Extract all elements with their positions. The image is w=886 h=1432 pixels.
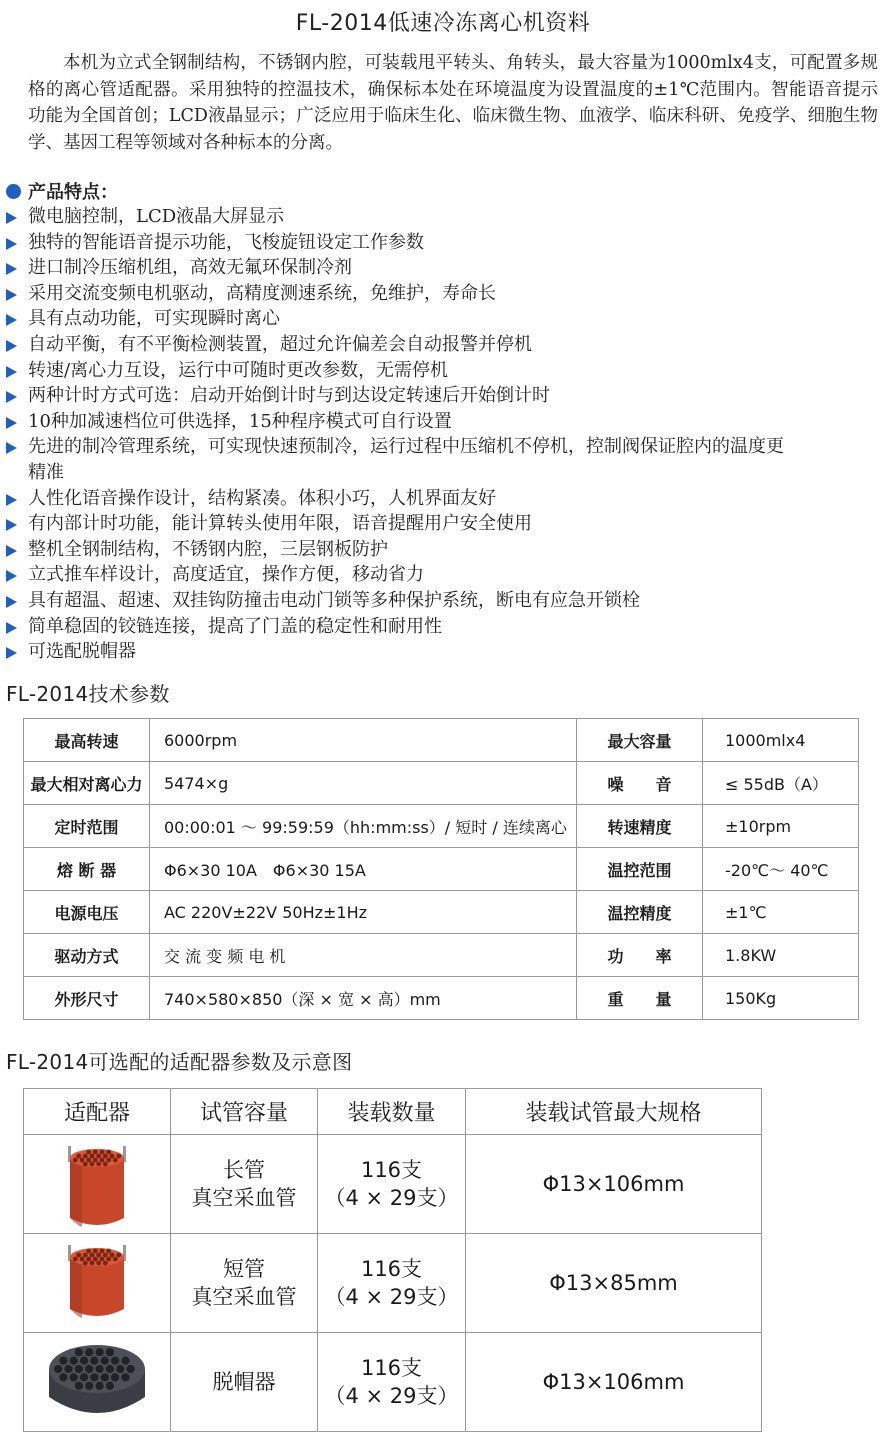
spec-value: 740×580×850（深 × 宽 × 高）mm xyxy=(150,977,577,1020)
adapter-row xyxy=(24,1234,762,1333)
feature-item xyxy=(6,588,796,614)
feature-item xyxy=(6,537,796,563)
capacity-line: 脱帽器 xyxy=(212,1370,276,1394)
feature-text: 转速/离心力互设，运行中可随时更改参数，无需停机 xyxy=(28,359,449,381)
feature-item xyxy=(6,230,796,256)
quantity-line: （4 × 29支） xyxy=(324,1186,459,1210)
feature-item xyxy=(6,281,796,307)
adapter-spec-cell: Φ13×106mm xyxy=(466,1135,762,1234)
quantity-line: （4 × 29支） xyxy=(324,1384,459,1408)
spec-row xyxy=(24,891,859,934)
adapter-row xyxy=(24,1333,762,1432)
gray-decapper-adapter-image xyxy=(25,1341,169,1423)
spec-label: 温控范围 xyxy=(577,848,703,891)
adapter-capacity-cell xyxy=(171,1333,318,1432)
features-heading xyxy=(6,178,118,204)
feature-text: 有内部计时功能，能计算转头使用年限，语音提醒用户安全使用 xyxy=(28,513,532,535)
adapter-capacity-cell xyxy=(171,1135,318,1234)
red-long-tube-adapter-image xyxy=(25,1140,169,1228)
feature-text: 具有点动功能，可实现瞬时离心 xyxy=(28,308,280,330)
adapter-header-cell: 装载试管最大规格 xyxy=(466,1089,762,1135)
adapter-image-cell xyxy=(24,1234,171,1333)
spec-label: 定时范围 xyxy=(24,805,150,848)
red-short-tube-adapter-image xyxy=(25,1239,169,1327)
feature-text: 自动平衡，有不平衡检测装置，超过允许偏差会自动报警并停机 xyxy=(28,333,532,355)
capacity-line: 短管 xyxy=(223,1257,265,1281)
feature-text: 独特的智能语音提示功能，飞梭旋钮设定工作参数 xyxy=(28,231,424,253)
quantity-line: 116支 xyxy=(360,1257,423,1281)
feature-item xyxy=(6,511,796,537)
quantity-line: （4 × 29支） xyxy=(324,1285,459,1309)
feature-item xyxy=(6,255,796,281)
adapter-quantity-cell xyxy=(318,1135,466,1234)
spec-value: 150Kg xyxy=(703,977,859,1020)
spec-value: ±10rpm xyxy=(703,805,859,848)
triangle-bullet-icon xyxy=(6,442,17,454)
spec-row xyxy=(24,977,859,1020)
spec-label: 最高转速 xyxy=(24,719,150,762)
spec-value: Φ6×30 10A Φ6×30 15A xyxy=(150,848,577,891)
adapter-header-cell: 装载数量 xyxy=(318,1089,466,1135)
feature-item xyxy=(6,562,796,588)
spec-label: 电源电压 xyxy=(24,891,150,934)
adapter-quantity-cell xyxy=(318,1333,466,1432)
adapter-header-cell: 适配器 xyxy=(24,1089,171,1135)
triangle-bullet-icon xyxy=(6,391,17,403)
feature-item xyxy=(6,486,796,512)
bullet-dot-icon xyxy=(6,184,21,199)
triangle-bullet-icon xyxy=(6,417,17,429)
spec-value: 00:00:01 ～ 99:59:59（hh:mm:ss）/ 短时 / 连续离心 xyxy=(150,805,577,848)
triangle-bullet-icon xyxy=(6,238,17,250)
intro-paragraph xyxy=(28,50,878,156)
feature-text: 先进的制冷管理系统，可实现快速预制冷，运行过程中压缩机不停机，控制阀保证腔内的温度更精准 xyxy=(28,436,784,483)
triangle-bullet-icon xyxy=(6,340,17,352)
feature-text: 可选配脱帽器 xyxy=(28,641,136,663)
feature-text: 采用交流变频电机驱动，高精度测速系统，免维护，寿命长 xyxy=(28,282,496,304)
spec-value: 1000mlx4 xyxy=(703,719,859,762)
triangle-bullet-icon xyxy=(6,366,17,378)
capacity-line: 真空采血管 xyxy=(191,1186,297,1210)
triangle-bullet-icon xyxy=(6,622,17,634)
adapter-capacity-cell xyxy=(171,1234,318,1333)
spec-label: 噪 音 xyxy=(577,762,703,805)
page-title: FL-2014低速冷冻离心机资料 xyxy=(295,11,591,36)
adapter-table xyxy=(23,1088,762,1432)
adapter-header-cell: 试管容量 xyxy=(171,1089,318,1135)
spec-row xyxy=(24,934,859,977)
spec-label: 转速精度 xyxy=(577,805,703,848)
adapter-image-cell xyxy=(24,1135,171,1234)
triangle-bullet-icon xyxy=(6,519,17,531)
features-list xyxy=(6,204,796,665)
spec-label: 最大相对离心力 xyxy=(24,762,150,805)
adapter-spec-cell: Φ13×85mm xyxy=(466,1234,762,1333)
feature-text: 整机全钢制结构，不锈钢内腔，三层钢板防护 xyxy=(28,538,388,560)
feature-text: 微电脑控制，LCD液晶大屏显示 xyxy=(28,206,285,227)
spec-row xyxy=(24,805,859,848)
adapter-image-cell xyxy=(24,1333,171,1432)
feature-text: 两种计时方式可选：启动开始倒计时与到达设定转速后开始倒计时 xyxy=(28,385,550,407)
feature-text: 10种加减速档位可供选择，15种程序模式可自行设置 xyxy=(28,410,452,432)
triangle-bullet-icon xyxy=(6,570,17,582)
spec-row xyxy=(24,848,859,891)
spec-section-title: FL-2014技术参数 xyxy=(6,682,170,706)
features-heading-text: 产品特点： xyxy=(28,182,118,203)
feature-text: 立式推车样设计，高度适宜，操作方便，移动省力 xyxy=(28,564,424,586)
triangle-bullet-icon xyxy=(6,494,17,506)
spec-label: 驱动方式 xyxy=(24,934,150,977)
adapter-spec-cell: Φ13×106mm xyxy=(466,1333,762,1432)
feature-text: 人性化语音操作设计，结构紧凑。体积小巧，人机界面友好 xyxy=(28,487,496,509)
spec-table xyxy=(23,718,859,1020)
feature-text: 具有超温、超速、双挂钩防撞击电动门锁等多种保护系统，断电有应急开锁栓 xyxy=(28,589,640,611)
spec-label: 最大容量 xyxy=(577,719,703,762)
triangle-bullet-icon xyxy=(6,212,17,224)
capacity-line: 长管 xyxy=(223,1158,265,1182)
spec-row xyxy=(24,762,859,805)
feature-text: 进口制冷压缩机组，高效无氟环保制冷剂 xyxy=(28,257,352,279)
capacity-line: 真空采血管 xyxy=(191,1285,297,1309)
feature-item xyxy=(6,383,796,409)
triangle-bullet-icon xyxy=(6,289,17,301)
triangle-bullet-icon xyxy=(6,596,17,608)
feature-item xyxy=(6,332,796,358)
spec-value: 6000rpm xyxy=(150,719,577,762)
adapter-section-title: FL-2014可选配的适配器参数及示意图 xyxy=(6,1050,353,1074)
quantity-line: 116支 xyxy=(360,1158,423,1182)
spec-value: 交 流 变 频 电 机 xyxy=(150,934,577,977)
adapter-quantity-cell xyxy=(318,1234,466,1333)
feature-item xyxy=(6,639,796,665)
spec-label: 外形尺寸 xyxy=(24,977,150,1020)
triangle-bullet-icon xyxy=(6,314,17,326)
spec-row xyxy=(24,719,859,762)
feature-item xyxy=(6,409,796,435)
spec-value: AC 220V±22V 50Hz±1Hz xyxy=(150,891,577,934)
triangle-bullet-icon xyxy=(6,545,17,557)
spec-label: 功 率 xyxy=(577,934,703,977)
feature-item xyxy=(6,306,796,332)
spec-value: 5474×g xyxy=(150,762,577,805)
feature-item xyxy=(6,434,796,485)
quantity-line: 116支 xyxy=(360,1356,423,1380)
feature-item xyxy=(6,204,796,230)
triangle-bullet-icon xyxy=(6,647,17,659)
spec-value: ≤ 55dB（A） xyxy=(703,762,859,805)
spec-value: 1.8KW xyxy=(703,934,859,977)
feature-item xyxy=(6,614,796,640)
intro-text: 本机为立式全钢制结构，不锈钢内腔，可装载甩平转头、角转头，最大容量为1000mlx4支，可配置多规格的离心管适配器。采用独特的控温技术，确保标本处在环境温度为设置温度的±1℃范围内。智能语音提示功能为全国首创；LCD液晶显示；广泛应用于临床生化、临床微生物、血液学、临床科研、免疫学、细胞生物学、基因工程等领域对各种标本的分离。 xyxy=(28,53,878,153)
spec-value: -20℃～ 40℃ xyxy=(703,848,859,891)
spec-label: 温控精度 xyxy=(577,891,703,934)
spec-label: 熔 断 器 xyxy=(24,848,150,891)
triangle-bullet-icon xyxy=(6,263,17,275)
adapter-row xyxy=(24,1135,762,1234)
spec-value: ±1℃ xyxy=(703,891,859,934)
spec-label: 重 量 xyxy=(577,977,703,1020)
feature-item xyxy=(6,358,796,384)
feature-text: 简单稳固的铰链连接，提高了门盖的稳定性和耐用性 xyxy=(28,615,442,637)
